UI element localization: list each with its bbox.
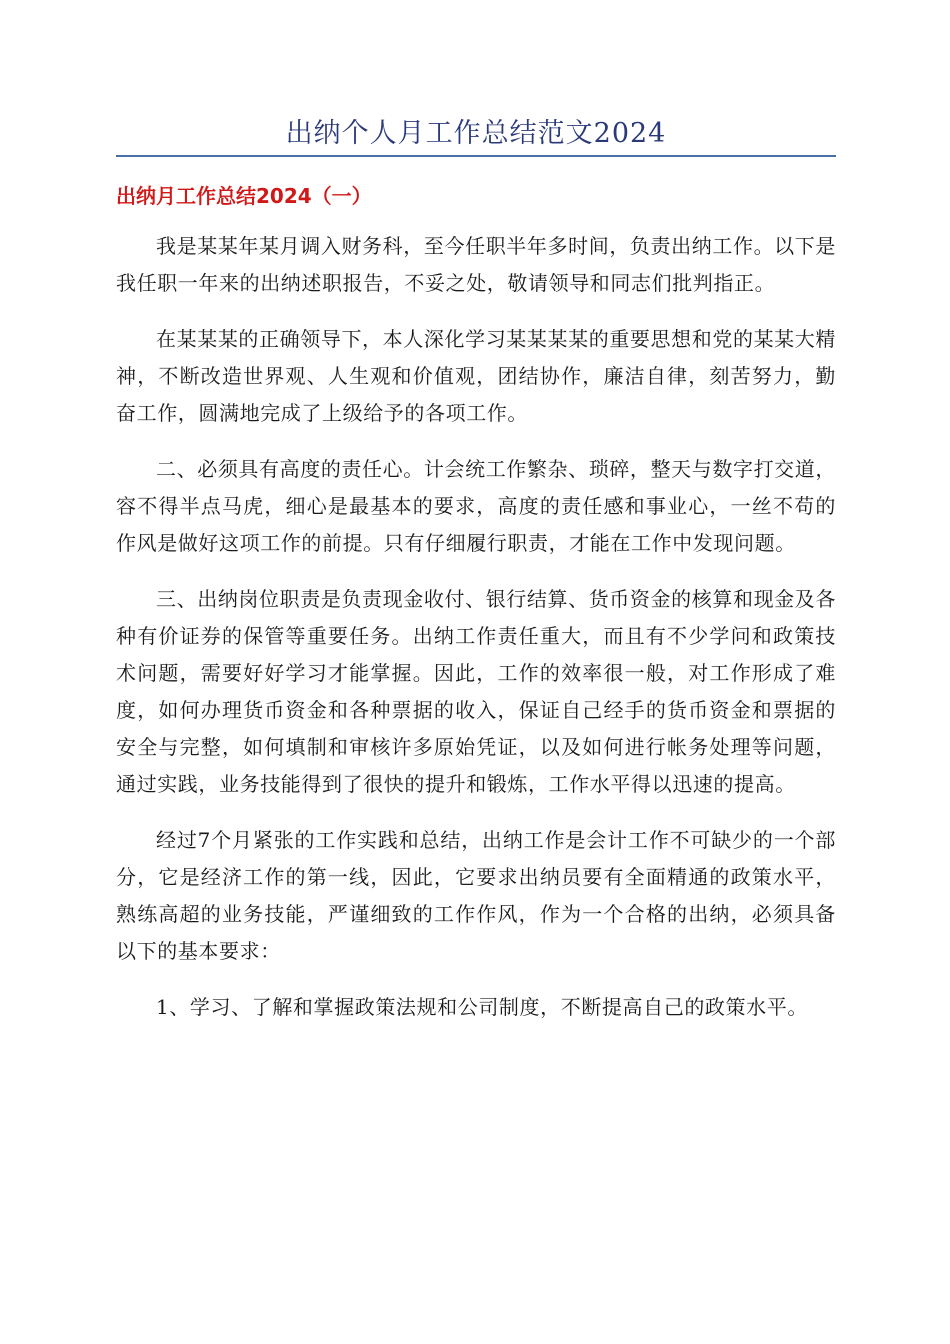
paragraph-duties: 三、出纳岗位职责是负责现金收付、银行结算、货币资金的核算和现金及各种有价证券的保管等重要任务。出纳工作责任重大，而且有不少学问和政策技术问题，需要好好学习才能掌握。因此，工作的效率很一般，对工作形成了难度，如何办理货币资金和各种票据的收入，保证自己经手的货币资金和票据的安全与完整，如何填制和审核许多原始凭证，以及如何进行帐务处理等问题，通过实践，业务技能得到了很快的提升和锻炼，工作水平得以迅速的提高。 bbox=[116, 587, 836, 796]
section-heading: 出纳月工作总结2024（一） bbox=[116, 184, 372, 208]
title-divider bbox=[116, 155, 836, 157]
document-page bbox=[116, 0, 836, 1026]
paragraph-responsibility: 二、必须具有高度的责任心。计会统工作繁杂、琐碎，整天与数字打交道，容不得半点马虎，细心是最基本的要求，高度的责任感和事业心，一丝不苟的作风是做好这项工作的前提。只有仔细履行职责，才能在工作中发现问题。 bbox=[116, 457, 836, 555]
document-title: 出纳个人月工作总结范文2024 bbox=[285, 118, 667, 149]
paragraph-requirement-1: 1、学习、了解和掌握政策法规和公司制度，不断提高自己的政策水平。 bbox=[156, 995, 808, 1019]
paragraph-intro: 我是某某年某月调入财务科，至今任职半年多时间，负责出纳工作。以下是我任职一年来的出纳述职报告，不妥之处，敬请领导和同志们批判指正。 bbox=[116, 234, 836, 295]
paragraph-leadership: 在某某某的正确领导下，本人深化学习某某某某的重要思想和党的某某大精神，不断改造世界观、人生观和价值观，团结协作，廉洁自律，刻苦努力，勤奋工作，圆满地完成了上级给予的各项工作。 bbox=[116, 327, 836, 425]
paragraph-experience: 经过7个月紧张的工作实践和总结，出纳工作是会计工作不可缺少的一个部分，它是经济工作的第一线，因此，它要求出纳员要有全面精通的政策水平，熟练高超的业务技能，严谨细致的工作作风，作为一个合格的出纳，必须具备以下的基本要求： bbox=[116, 828, 836, 963]
